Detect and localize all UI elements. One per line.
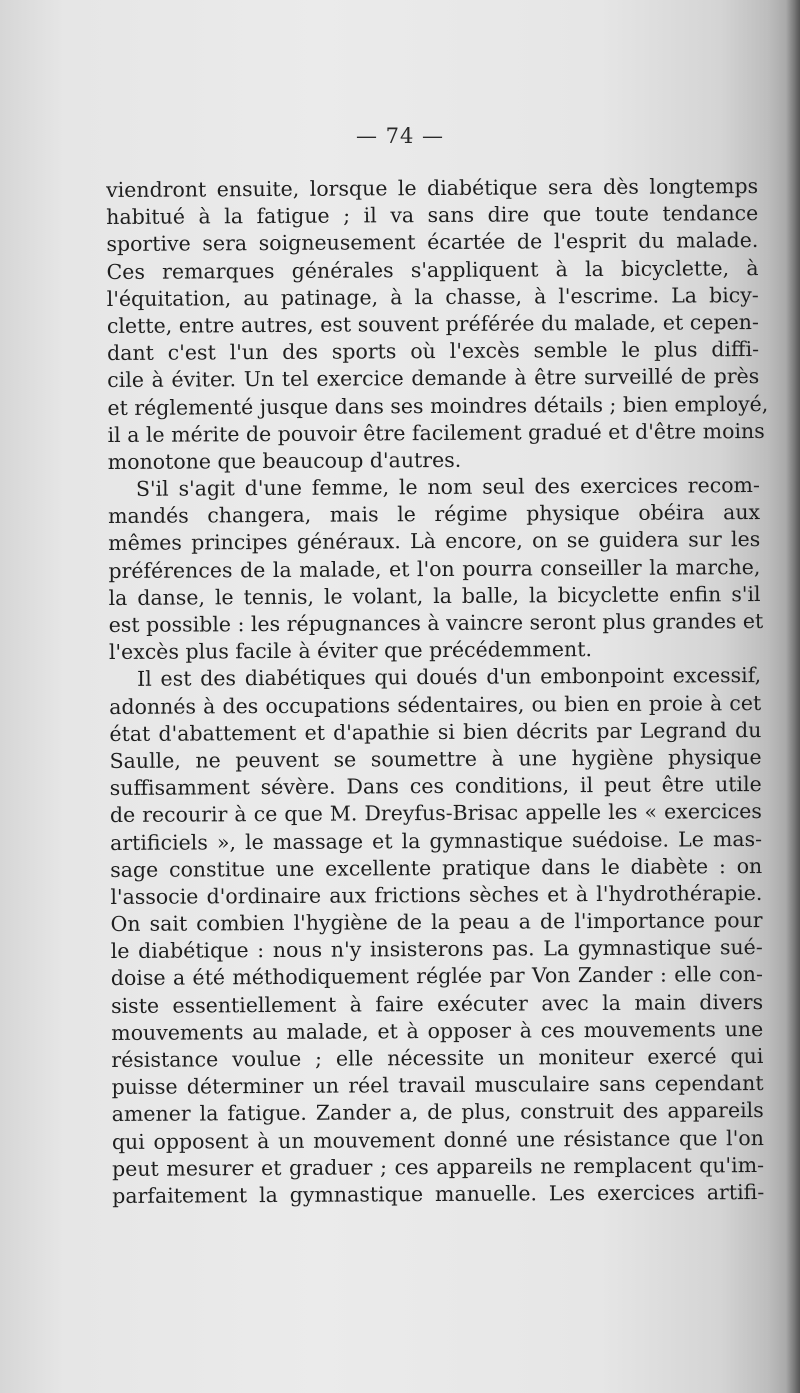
paragraph <box>106 173 769 476</box>
text-line: la danse, le tennis, le volant, la balle, la bicyclette enfin s'il <box>108 581 761 610</box>
text-line: l'équitation, au patinage, à la chasse, à l'escrime. La bicy- <box>106 282 759 311</box>
text-line: adonnés à des occupations sédentaires, ou bien en proie à cet <box>109 690 762 719</box>
text-line: il a le mérite de pouvoir être facilement gradué et d'être moins <box>107 418 765 447</box>
text-line: mêmes principes généraux. Là encore, on se guidera sur les <box>108 527 761 556</box>
text-line: Saulle, ne peuvent se soumettre à une hygiène physique <box>109 744 762 773</box>
text-line: mandés changera, mais le régime physique obéira aux <box>107 500 761 529</box>
text-line: l'excès plus facile à éviter que précédemment. <box>108 637 593 665</box>
text-line: amener la fatigue. Zander a, de plus, construit des appareils <box>111 1098 764 1127</box>
text-line: sage constitue une excellente pratique dans le diabète : on <box>110 853 763 882</box>
text-line: est possible : les répugnances à vaincre seront plus grandes et <box>108 608 764 637</box>
text-line: siste essentiellement à faire exécuter avec la main divers <box>110 989 764 1018</box>
body-text <box>106 173 769 1210</box>
text-line: mouvements au malade, et à opposer à ces mouvements une <box>111 1016 764 1045</box>
text-line: préférences de la malade, et l'on pourra conseiller la marche, <box>108 554 761 583</box>
text-line: sportive sera soigneusement écartée de l'esprit du malade. <box>106 228 759 257</box>
text-line: suffisamment sévère. Dans ces conditions, il peut être utile <box>109 772 762 801</box>
text-line: puisse déterminer un réel travail musculaire sans cependant <box>111 1071 764 1100</box>
text-line: cile à éviter. Un tel exercice demande à être surveillé de près <box>107 364 760 393</box>
text-line: viendront ensuite, lorsque le diabétique sera dès longtemps <box>106 174 759 202</box>
text-line: l'associe d'ordinaire aux frictions sèches et à l'hydrothérapie. <box>110 880 763 909</box>
text-line: état d'abattement et d'apathie si bien décrits par Legrand du <box>109 717 762 746</box>
paragraph <box>107 472 764 666</box>
text-line: On sait combien l'hygiène de la peau a de l'importance pour <box>110 908 763 937</box>
page-number: — 74 — <box>355 124 445 148</box>
text-line: doise a été méthodiquement réglée par Von Zander : elle con- <box>110 962 763 991</box>
text-line: dant c'est l'un des sports où l'excès semble le plus diffi- <box>107 337 760 366</box>
paragraph <box>109 662 764 1210</box>
text-line: S'il s'agit d'une femme, le nom seul des exercices recom- <box>135 473 760 501</box>
text-line: habitué à la fatigue ; il va sans dire que toute tendance <box>106 201 759 230</box>
text-line: peut mesurer et graduer ; ces appareils ne remplacent qu'im- <box>111 1152 765 1181</box>
text-line: parfaitement la gymnastique manuelle. Les exercices artifi- <box>112 1179 765 1208</box>
text-line: monotone que beaucoup d'autres. <box>107 447 462 474</box>
text-line: Il est des diabétiques qui doués d'un embonpoint excessif, <box>136 663 762 692</box>
text-line: artificiels », le massage et la gymnastique suédoise. Le mas- <box>109 826 763 855</box>
text-line: le diabétique : nous n'y insisterons pas. La gymnastique sué- <box>110 935 763 964</box>
text-line: qui opposent à un mouvement donné une résistance que l'on <box>111 1125 764 1154</box>
text-line: Ces remarques générales s'appliquent à la bicyclette, à <box>106 255 759 284</box>
text-line: clette, entre autres, est souvent préférée du malade, et cepen- <box>106 309 759 338</box>
text-line: et réglementé jusque dans ses moindres détails ; bien employé, <box>107 391 769 420</box>
text-line: résistance voulue ; elle nécessite un moniteur exercé qui <box>111 1044 764 1072</box>
page-edge-shadow <box>786 0 800 1393</box>
text-line: de recourir à ce que M. Dreyfus-Brisac appelle les « exercices <box>109 799 762 828</box>
